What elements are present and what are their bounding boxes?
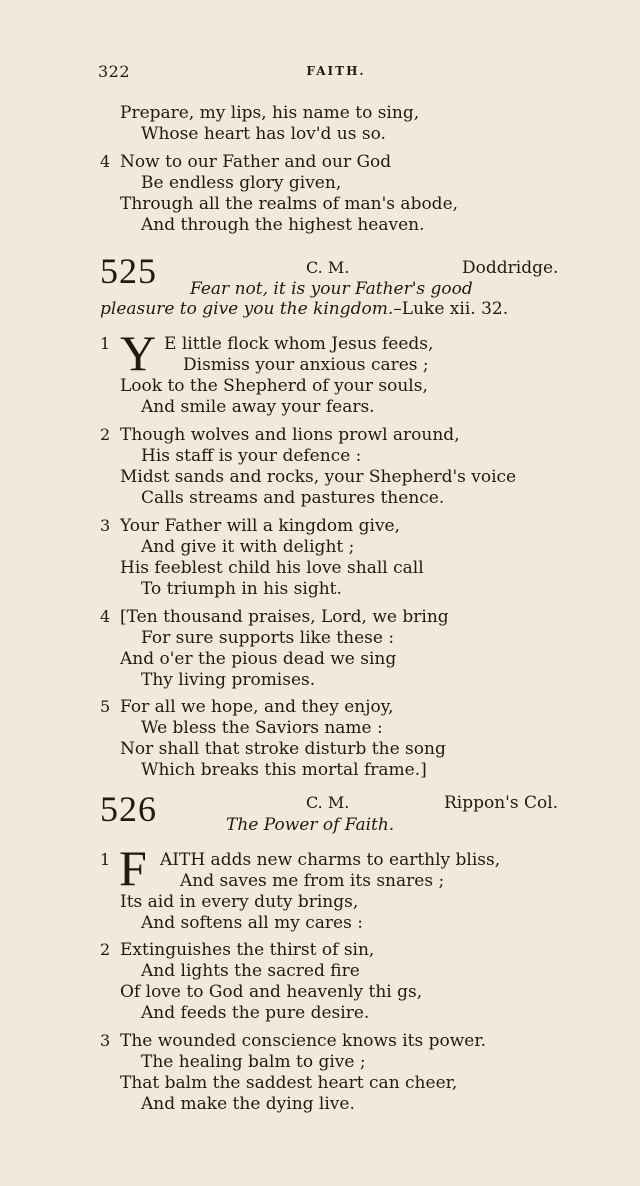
scripture-reference: –Luke xii. 32. xyxy=(393,299,509,319)
verse-line: Look to the Shepherd of your souls, xyxy=(120,376,428,396)
verse-line: [Ten thousand praises, Lord, we bring xyxy=(120,607,449,627)
verse-line: For all we hope, and they enjoy, xyxy=(120,697,394,717)
stanza-number: 3 xyxy=(100,1031,111,1050)
verse-line: Be endless glory given, xyxy=(141,173,342,193)
verse-line: And feeds the pure desire. xyxy=(141,1003,370,1023)
page-number: 322 xyxy=(98,62,131,81)
stanza-number: 4 xyxy=(100,152,111,171)
stanza-number: 4 xyxy=(100,607,111,626)
verse-line: Of love to God and heavenly thi gs, xyxy=(120,982,423,1002)
motto-text: pleasure to give you the kingdom. xyxy=(100,299,394,319)
verse-line: For sure supports like these : xyxy=(141,628,395,648)
running-title: FAITH. xyxy=(306,64,366,78)
verse-line: That balm the saddest heart can cheer, xyxy=(120,1073,458,1093)
verse-line: AITH adds new charms to earthly bliss, xyxy=(160,850,501,870)
hymn-number: 526 xyxy=(100,789,157,829)
verse-line: And give it with delight ; xyxy=(141,537,355,557)
verse-line: His feeblest child his love shall call xyxy=(120,558,424,578)
hymn-meter: C. M. xyxy=(306,793,350,812)
verse-line: We bless the Saviors name : xyxy=(141,718,383,738)
verse-line: Now to our Father and our God xyxy=(120,152,392,172)
verse-line: Your Father will a kingdom give, xyxy=(120,516,401,536)
verse-line: To triumph in his sight. xyxy=(141,579,342,599)
verse-line: Calls streams and pastures thence. xyxy=(141,488,445,508)
hymn-title: The Power of Faith. xyxy=(226,815,395,835)
drop-cap-letter: Y xyxy=(120,325,157,381)
verse-line: And softens all my cares : xyxy=(141,913,363,933)
drop-cap-letter: F xyxy=(119,840,147,896)
verse-line: And make the dying live. xyxy=(141,1094,355,1114)
verse-line: His staff is your defence : xyxy=(141,446,362,466)
verse-line: Which breaks this mortal frame.] xyxy=(141,760,427,780)
scripture-motto: Fear not, it is your Father's good xyxy=(190,279,473,299)
verse-line: Its aid in every duty brings, xyxy=(120,892,359,912)
stanza-number: 5 xyxy=(100,697,111,716)
verse-line: And lights the sacred fire xyxy=(141,961,360,981)
hymn-number: 525 xyxy=(100,251,157,291)
verse-line: Whose heart has lov'd us so. xyxy=(141,124,386,144)
verse-line: Thy living promises. xyxy=(141,670,316,690)
stanza-number: 1 xyxy=(100,850,111,869)
verse-line: The healing balm to give ; xyxy=(141,1052,366,1072)
verse-line: And smile away your fears. xyxy=(141,397,375,417)
stanza-number: 3 xyxy=(100,516,111,535)
verse-line: And through the highest heaven. xyxy=(141,215,425,235)
verse-line: E little flock whom Jesus feeds, xyxy=(164,334,434,354)
scripture-motto-continued xyxy=(100,299,508,319)
verse-line: Through all the realms of man's abode, xyxy=(120,194,459,214)
verse-line: And o'er the pious dead we sing xyxy=(120,649,397,669)
verse-line: Though wolves and lions prowl around, xyxy=(120,425,460,445)
page-header xyxy=(98,62,574,86)
verse-line: Nor shall that stroke disturb the song xyxy=(120,739,446,759)
verse-line: Prepare, my lips, his name to sing, xyxy=(120,103,420,123)
verse-line: The wounded conscience knows its power. xyxy=(120,1031,486,1051)
hymn-author: Doddridge. xyxy=(462,258,559,278)
verse-line: Dismiss your anxious cares ; xyxy=(183,355,429,375)
stanza-number: 2 xyxy=(100,425,111,444)
verse-line: Extinguishes the thirst of sin, xyxy=(120,940,375,960)
hymn-meter: C. M. xyxy=(306,258,350,277)
stanza-number: 2 xyxy=(100,940,111,959)
hymn-author: Rippon's Col. xyxy=(444,793,559,813)
verse-line: And saves me from its snares ; xyxy=(180,871,445,891)
stanza-number: 1 xyxy=(100,334,111,353)
verse-line: Midst sands and rocks, your Shepherd's voice xyxy=(120,467,517,487)
